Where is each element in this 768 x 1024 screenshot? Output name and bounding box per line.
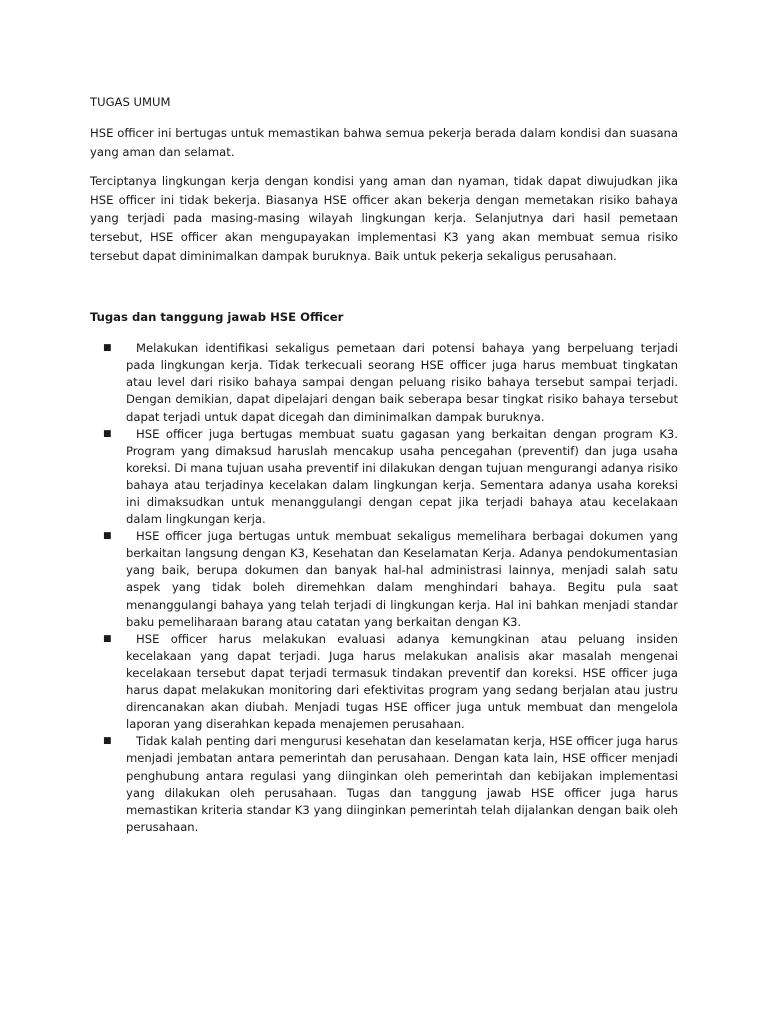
paragraph-intro: HSE officer ini bertugas untuk memastikan bahwa semua pekerja berada dalam kondisi dan suasana yang aman dan selamat. bbox=[90, 126, 678, 159]
section-title-duties: Tugas dan tanggung jawab HSE Officer bbox=[90, 310, 344, 325]
section-heading-tugas-umum: TUGAS UMUM bbox=[90, 95, 171, 109]
list-item-text: Tidak kalah penting dari mengurusi kesehatan dan keselamatan kerja, HSE officer juga harus menjadi jembatan antara pemerintah dan perusahaan. Dengan kata lain, HSE officer menjadi penghubung antara regulasi yang diinginkan oleh pemerintah dan kebijakan implementasi yang dilakukan oleh perusahaan. Tugas dan tanggung jawab HSE officer juga harus memastikan kriteria standar K3 yang diinginkan pemerintah telah dijalankan dengan baik oleh perusahaan. bbox=[126, 734, 678, 834]
list-item-text: HSE officer juga bertugas untuk membuat sekaligus memelihara berbagai dokumen yang berkaitan langsung dengan K3, Kesehatan dan Keselamatan Kerja. Adanya pendokumentasian yang baik, berupa dokumen dan banyak hal-hal administrasi lainnya, menjadi salah satu aspek yang tidak boleh diremehkan dalam menghindari bahaya. Begitu pula saat menanggulangi bahaya yang telah terjadi di lingkungan kerja. Hal ini bahkan menjadi standar baku pemeliharaan barang atau catatan yang berkaitan dengan K3. bbox=[126, 529, 678, 629]
list-item-text: Melakukan identifikasi sekaligus pemetaan dari potensi bahaya yang berpeluang terjadi pada lingkungan kerja. Tidak terkecuali seorang HSE officer juga harus membuat tingkatan atau level dari risiko bahaya sampai dengan peluang risiko bahaya tersebut sampai terjadi. Dengan demikian, dapat dipelajari dengan baik seberapa besar tingkat risiko bahaya tersebut dapat terjadi untuk dapat dicegah dan diminimalkan dampak buruknya. bbox=[126, 341, 678, 424]
duties-list bbox=[90, 340, 678, 836]
bullet-square-icon: ■ bbox=[103, 428, 112, 439]
list-item-text: HSE officer harus melakukan evaluasi adanya kemungkinan atau peluang insiden kecelakaan yang dapat terjadi. Juga harus melakukan analisis akar masalah mengenai kecelakaan tersebut dapat terjadi termasuk tindakan preventif dan koreksi. HSE officer juga harus dapat melakukan monitoring dari efektivitas program yang sedang berjalan atau justru direncanakan akan diubah. Menjadi tugas HSE officer juga untuk membuat dan mengelola laporan yang diserahkan kepada menajemen perusahaan. bbox=[126, 631, 678, 732]
list-item bbox=[90, 340, 678, 425]
list-item bbox=[90, 426, 678, 529]
document-page bbox=[90, 94, 678, 836]
list-item bbox=[90, 733, 678, 836]
list-item bbox=[90, 631, 678, 734]
list-item-text: HSE officer juga bertugas membuat suatu gagasan yang berkaitan dengan program K3. Program yang dimaksud haruslah mencakup usaha pencegahan (preventif) dan juga usaha koreksi. Di mana tujuan usaha preventif ini dilakukan dengan tujuan mengurangi adanya risiko bahaya atau terjadinya kecelakan dalam lingkungan kerja. Sementara adanya usaha koreksi ini dimaksudkan untuk menanggulangi dengan cepat jika terjadi bahaya atau kecelakaan dalam lingkungan kerja. bbox=[126, 426, 678, 527]
bullet-square-icon: ■ bbox=[103, 343, 112, 354]
bullet-square-icon: ■ bbox=[103, 531, 112, 542]
bullet-square-icon: ■ bbox=[103, 633, 112, 644]
paragraph-body: Terciptanya lingkungan kerja dengan kondisi yang aman dan nyaman, tidak dapat diwujudkan jika HSE officer ini tidak bekerja. Biasanya HSE officer akan bekerja dengan memetakan risiko bahaya yang terjadi pada masing-masing wilayah lingkungan kerja. Selanjutnya dari hasil pemetaan tersebut, HSE officer akan mengupayakan implementasi K3 yang akan membuat semua risiko tersebut dapat diminimalkan dampak buruknya. Baik untuk pekerja sekaligus perusahaan. bbox=[90, 174, 678, 263]
list-item bbox=[90, 528, 678, 631]
bullet-square-icon: ■ bbox=[103, 736, 112, 747]
